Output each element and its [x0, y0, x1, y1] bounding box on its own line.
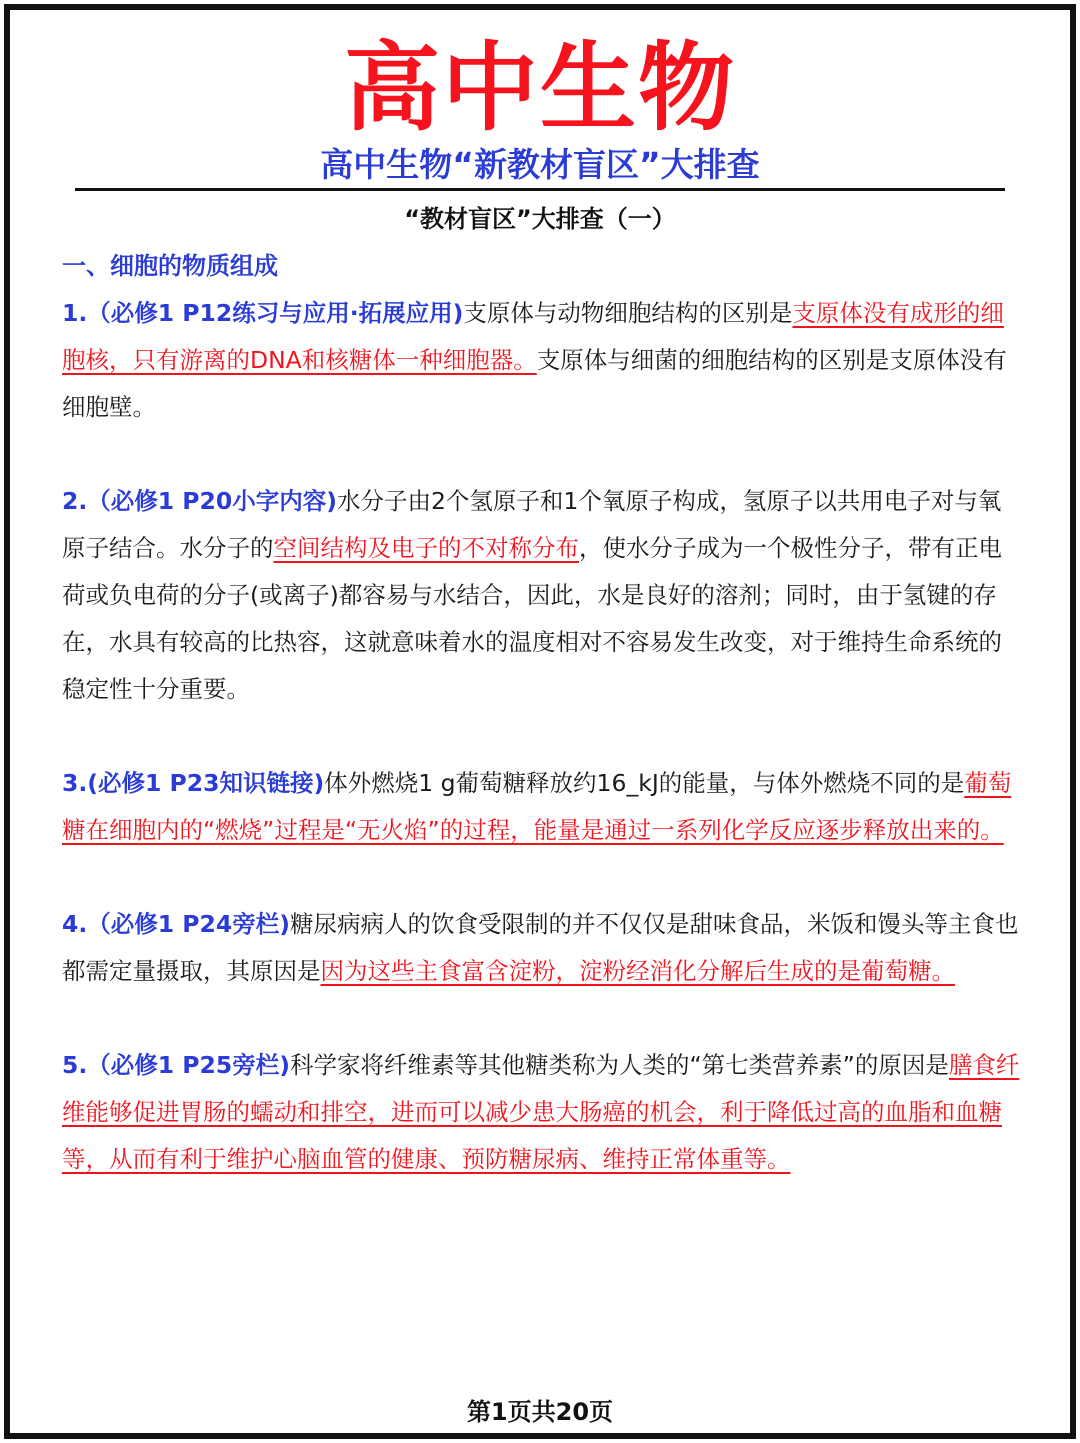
chapter-heading: 一、细胞的物质组成: [62, 252, 278, 280]
item-text: 水分子由2个氢原子和1个氧原子构成，氢原子以共用电子对与氧原子结合。水分子的: [62, 487, 1002, 562]
item-text: 体外燃烧1 g葡萄糖释放约16_kJ的能量，与体外燃烧不同的是: [324, 769, 965, 797]
item-answer: 因为这些主食富含淀粉，淀粉经消化分解后生成的是葡萄糖。: [320, 957, 955, 985]
item-text: 糖尿病病人的饮食受限制的并不仅仅是甜味食品，米饭和馒头等主食也都需定量摄取，其原因是: [62, 910, 1019, 985]
list-item: [62, 290, 1022, 431]
page-number: 第1页共20页: [466, 1398, 614, 1426]
item-source-label: 3.(必修1 P23知识链接): [62, 769, 325, 797]
item-answer: 膳食纤维能够促进胃肠的蠕动和排空，进而可以减少患大肠癌的机会，利于降低过高的血脂和血糖等，从而有利于维护心脑血管的健康、预防糖尿病、维持正常体重等。: [62, 1051, 1020, 1173]
item-source-label: 1.（必修1 P12练习与应用·拓展应用): [62, 299, 464, 327]
item-answer: 支原体没有成形的细胞核，只有游离的DNA和核糖体一种细胞器。: [62, 299, 1004, 374]
item-answer: 葡萄糖在细胞内的“燃烧”过程是“无火焰”的过程，能量是通过一系列化学反应逐步释放出来的。: [62, 769, 1012, 844]
item-answer: 空间结构及电子的不对称分布: [273, 534, 579, 562]
section-heading: “教材盲区”大排查（一）: [404, 205, 676, 233]
item-source-label: 2.（必修1 P20小字内容): [62, 487, 337, 515]
item-text: 支原体与细菌的细胞结构的区别是支原体没有细胞壁。: [62, 346, 1007, 421]
item-text: 支原体与动物细胞结构的区别是: [463, 299, 793, 327]
document-body: [62, 243, 1022, 1183]
list-item: [62, 478, 1022, 713]
page-subtitle: 高中生物“新教材盲区”大排查: [320, 145, 760, 184]
item-text: ，使水分子成为一个极性分子，带有正电荷或负电荷的分子(或离子)都容易与水结合，因此，水是良好的溶剂；同时，由于氢键的存在，水具有较高的比热容，这就意味着水的温度相对不容易发生改变，对于维持生命系统的稳定性十分重要。: [62, 534, 1002, 703]
list-item: [62, 1042, 1022, 1183]
title-divider: [75, 188, 1005, 191]
item-text: 科学家将纤维素等其他糖类称为人类的“第七类营养素”的原因是: [289, 1051, 949, 1079]
item-source-label: 4.（必修1 P24旁栏): [62, 910, 290, 938]
list-item: [62, 760, 1022, 854]
page-title: 高中生物: [344, 32, 736, 144]
list-item: [62, 901, 1022, 995]
item-list: [62, 290, 1022, 1183]
item-source-label: 5.（必修1 P25旁栏): [62, 1051, 290, 1079]
